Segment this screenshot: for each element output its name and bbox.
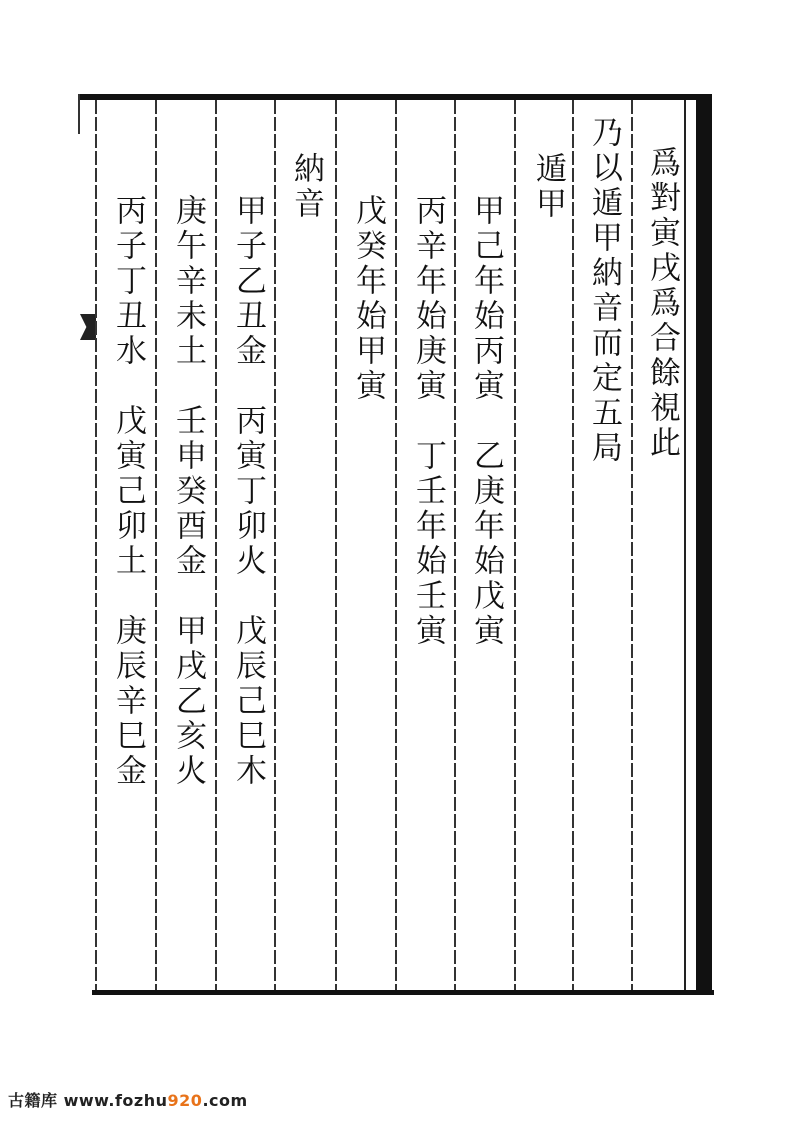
text-column-2: 乃以遁甲納音而定五局 (586, 116, 622, 466)
column-rule (572, 100, 574, 990)
column-rule (155, 100, 157, 990)
site-suffix: .com (202, 1091, 248, 1110)
site-prefix: 古籍库 www.fozhu (8, 1091, 168, 1110)
column-rule (95, 100, 97, 990)
column-rule (454, 100, 456, 990)
frame-left-edge (78, 94, 80, 134)
frame-right-inner-line (684, 100, 686, 990)
column-rule (514, 100, 516, 990)
column-rule (274, 100, 276, 990)
site-number: 920 (167, 1091, 203, 1110)
watermark-footer[interactable] (8, 1088, 248, 1111)
heading-nayin: 納音 (288, 152, 324, 222)
column-rule (215, 100, 217, 990)
text-column-9: 庚午辛未土 壬申癸酉金 甲戌乙亥火 (170, 194, 206, 789)
heading-dunjia: 遁甲 (530, 152, 566, 222)
text-column-5: 丙辛年始庚寅 丁壬年始壬寅 (410, 194, 446, 649)
text-column-6: 戊癸年始甲寅 (350, 194, 386, 404)
frame-right-border (696, 94, 712, 995)
text-column-4: 甲己年始丙寅 乙庚年始戊寅 (468, 194, 504, 649)
text-column-8: 甲子乙丑金 丙寅丁卯火 戊辰己巳木 (230, 194, 266, 789)
frame-bottom-border (92, 990, 714, 995)
text-column-1: 爲對寅戌爲合餘視此 (644, 146, 680, 461)
column-rule (631, 100, 633, 990)
column-rule (395, 100, 397, 990)
fish-tail-mark (80, 314, 96, 340)
frame-top-border (78, 94, 710, 100)
column-rule (335, 100, 337, 990)
text-column-10: 丙子丁丑水 戊寅己卯土 庚辰辛巳金 (110, 194, 146, 789)
